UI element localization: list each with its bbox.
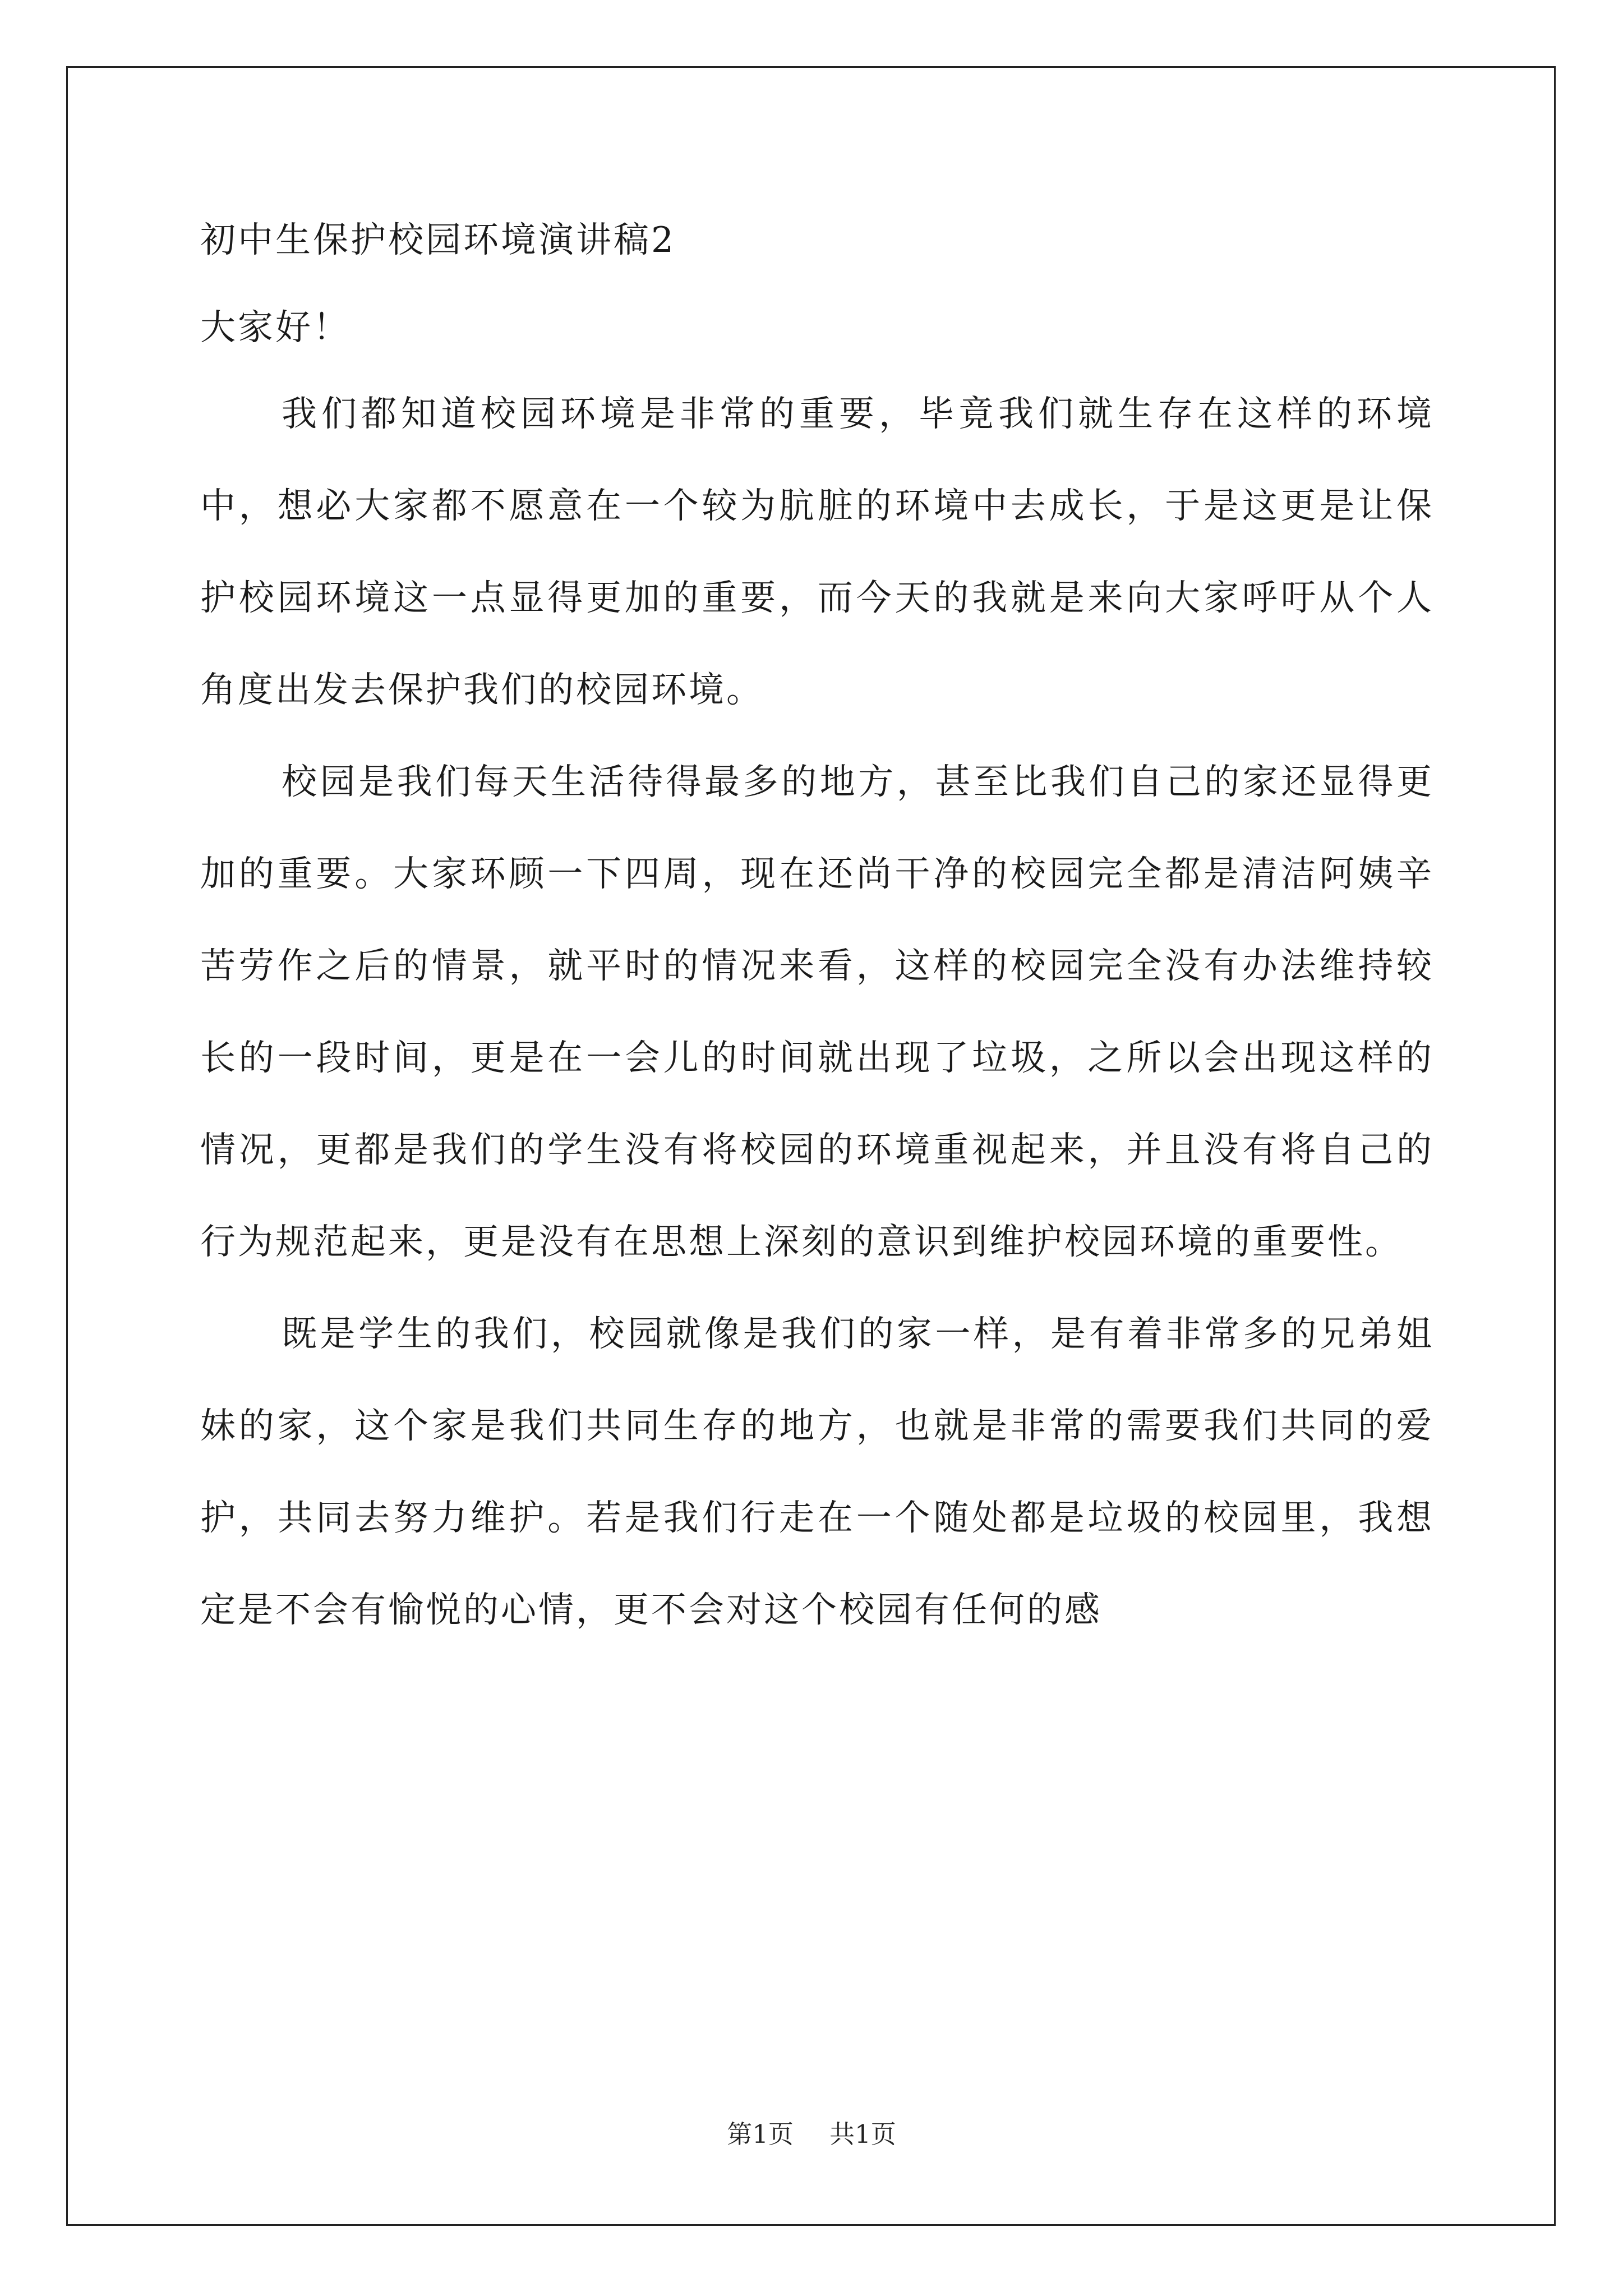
- paragraph-2: 校园是我们每天生活待得最多的地方，甚至比我们自己的家还显得更加的重要。大家环顾一下四周，现在还尚干净的校园完全都是清洁阿姨辛苦劳作之后的情景，就平时的情况来看，这样的校园完全没有办法维持较长的一段时间，更是在一会儿的时间就出现了垃圾，之所以会出现这样的情况，更都是我们的学生没有将校园的环境重视起来，并且没有将自己的行为规范起来，更是没有在思想上深刻的意识到维护校园环境的重要性。: [200, 761, 1434, 1262]
- document-title: 初中生保护校园环境演讲稿2: [200, 219, 676, 260]
- greeting: 大家好！: [200, 307, 351, 348]
- document-body: [200, 218, 1434, 1656]
- page-number-total: 共1页: [829, 2119, 896, 2149]
- page-footer: [0, 2118, 1623, 2151]
- page-number-current: 第1页: [727, 2119, 794, 2149]
- paragraph-3: 既是学生的我们，校园就像是我们的家一样，是有着非常多的兄弟姐妹的家，这个家是我们共同生存的地方，也就是非常的需要我们共同的爱护，共同去努力维护。若是我们行走在一个随处都是垃圾的校园里，我想定是不会有愉悦的心情，更不会对这个校园有任何的感: [200, 1313, 1434, 1630]
- paragraph-1: 我们都知道校园环境是非常的重要，毕竟我们就生存在这样的环境中，想必大家都不愿意在一个较为肮脏的环境中去成长，于是这更是让保护校园环境这一点显得更加的重要，而今天的我就是来向大家呼吁从个人角度出发去保护我们的校园环境。: [200, 393, 1434, 710]
